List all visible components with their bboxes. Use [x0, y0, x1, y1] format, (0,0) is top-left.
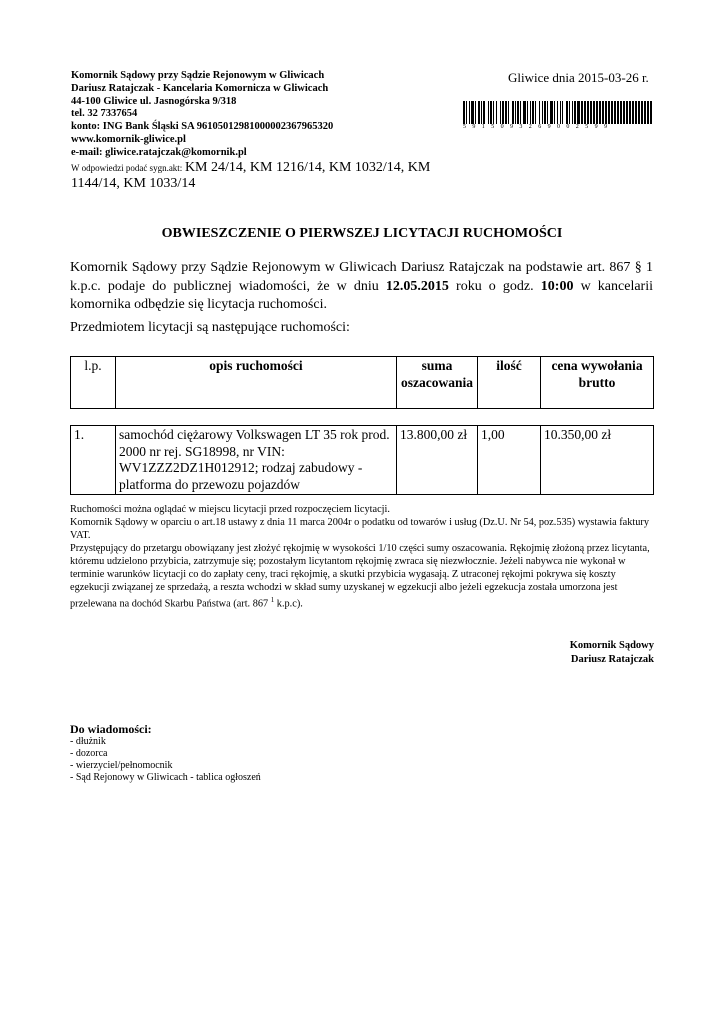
case-reference-label: W odpowiedzi podać sygn.akt: [71, 162, 183, 173]
signature-title: Komornik Sądowy [569, 640, 654, 651]
case-reference-numbers: KM 24/14, KM 1216/14, KM 1032/14, KM [184, 159, 431, 175]
cell-quantity: 1,00 [478, 426, 541, 495]
header-bank-account: konto: ING Bank Śląski SA 96105012981000002367965320 [71, 121, 334, 133]
barcode-bars [463, 101, 653, 124]
list-item: - wierzyciel/pełnomocnik [70, 760, 173, 771]
case-reference-numbers-cont: 1144/14, KM 1033/14 [71, 175, 196, 191]
header-lp: l.p. [71, 357, 116, 409]
distribution-list [70, 722, 261, 784]
header-description: opis ruchomości [116, 357, 397, 409]
note-deposit [70, 542, 654, 610]
distribution-heading: Do wiadomości: [70, 722, 152, 736]
note-deposit-sup: 1 [270, 596, 275, 604]
intro-text-2: roku o godz. [448, 278, 541, 294]
barcode [463, 101, 653, 131]
header-valuation: suma oszacowania [397, 357, 478, 409]
header-website: www.komornik-gliwice.pl [71, 133, 186, 145]
cell-description: samochód ciężarowy Volkswagen LT 35 rok prod. 2000 nr rej. SG18998, nr VIN: WV1ZZZ2DZ1H012912; rodzaj zabudowy - platforma do przewozu pojazdów [116, 426, 397, 495]
signature-name: Dariusz Ratajczak [570, 654, 654, 665]
intro-paragraph [70, 259, 653, 315]
header-phone: tel. 32 7337654 [71, 108, 138, 120]
items-table-header [70, 356, 654, 409]
case-reference [71, 160, 451, 192]
document-title: OBWIESZCZENIE O PIERWSZEJ LICYTACJI RUCHOMOŚCI [161, 226, 563, 241]
auction-date: 12.05.2015 [385, 278, 449, 294]
cell-starting-price: 10.350,00 zł [541, 426, 654, 495]
note-vat: Komornik Sądowy w oparciu o art.18 ustawy z dnia 11 marca 2004r o podatku od towarów i usług (Dz.U. Nr 54, poz.535) wystawia faktury VAT. [70, 517, 649, 541]
note-deposit-text: Przystępujący do przetargu obowiązany jest złożyć rękojmię w wysokości 1/10 części sumy oszacowania. Rękojmię złożoną przez licytanta, któremu udzielono przybicia, zatrzymuje się; pozostałym licytantom rękojmię zwraca się niezwłocznie. Jeżeli nabywca nie wykonał w terminie warunków licytacji co do zapłaty ceny, traci rękojmię, a skutki przybicia wygasają. Z utraconej rękojmi pokrywa się koszty egzekucji związanej ze sprzedażą, a reszta wchodzi w skład sumy uzyskanej w egzekucji albo jeżeli egzekucja została umorzona jest przelewana na dochód Skarbu Państwa (art. 867 [70, 543, 650, 610]
intro-text-1: Komornik Sądowy przy Sądzie Rejonowym w Gliwicach Dariusz Ratajczak na podstawie art. 867 § 1 k.p.c. podaje do publicznej wiadomości, że w dniu [70, 260, 653, 294]
table-header-row [71, 357, 654, 409]
list-item: - Sąd Rejonowy w Gliwicach - tablica ogłoszeń [70, 772, 261, 783]
header-email: e-mail: gliwice.ratajczak@komornik.pl [71, 146, 247, 158]
header-quantity: ilość [478, 357, 541, 409]
header-bailiff-name: Dariusz Ratajczak - Kancelaria Komornicza w Gliwicach [71, 82, 329, 94]
list-item: - dłużnik [70, 736, 106, 747]
note-viewing: Ruchomości można oglądać w miejscu licytacji przed rozpoczęciem licytacji. [70, 504, 390, 515]
document-date: Gliwice dnia 2015-03-26 r. [508, 70, 649, 85]
signature-block [570, 639, 654, 667]
intro-text-3: w kancelarii komornika odbędzie się licytacja ruchomości. [70, 278, 653, 312]
cell-valuation: 13.800,00 zł [397, 426, 478, 495]
bailiff-header [71, 70, 451, 192]
list-item: - dozorca [70, 748, 108, 759]
header-office-name: Komornik Sądowy przy Sądzie Rejonowym w Gliwicach [71, 70, 325, 81]
items-table [70, 425, 654, 495]
table-row [71, 426, 654, 495]
header-address: 44-100 Gliwice ul. Jasnogórska 9/318 [71, 95, 237, 107]
auction-notes [70, 503, 654, 610]
header-starting-price: cena wywołania brutto [541, 357, 654, 409]
barcode-bar [650, 101, 652, 124]
note-deposit-end: k.p.c). [274, 598, 303, 610]
barcode-digits: 5915093269002599 [463, 124, 614, 130]
items-lead: Przedmiotem licytacji są następujące ruchomości: [70, 320, 350, 335]
cell-lp: 1. [71, 426, 116, 495]
auction-time: 10:00 [540, 278, 574, 294]
